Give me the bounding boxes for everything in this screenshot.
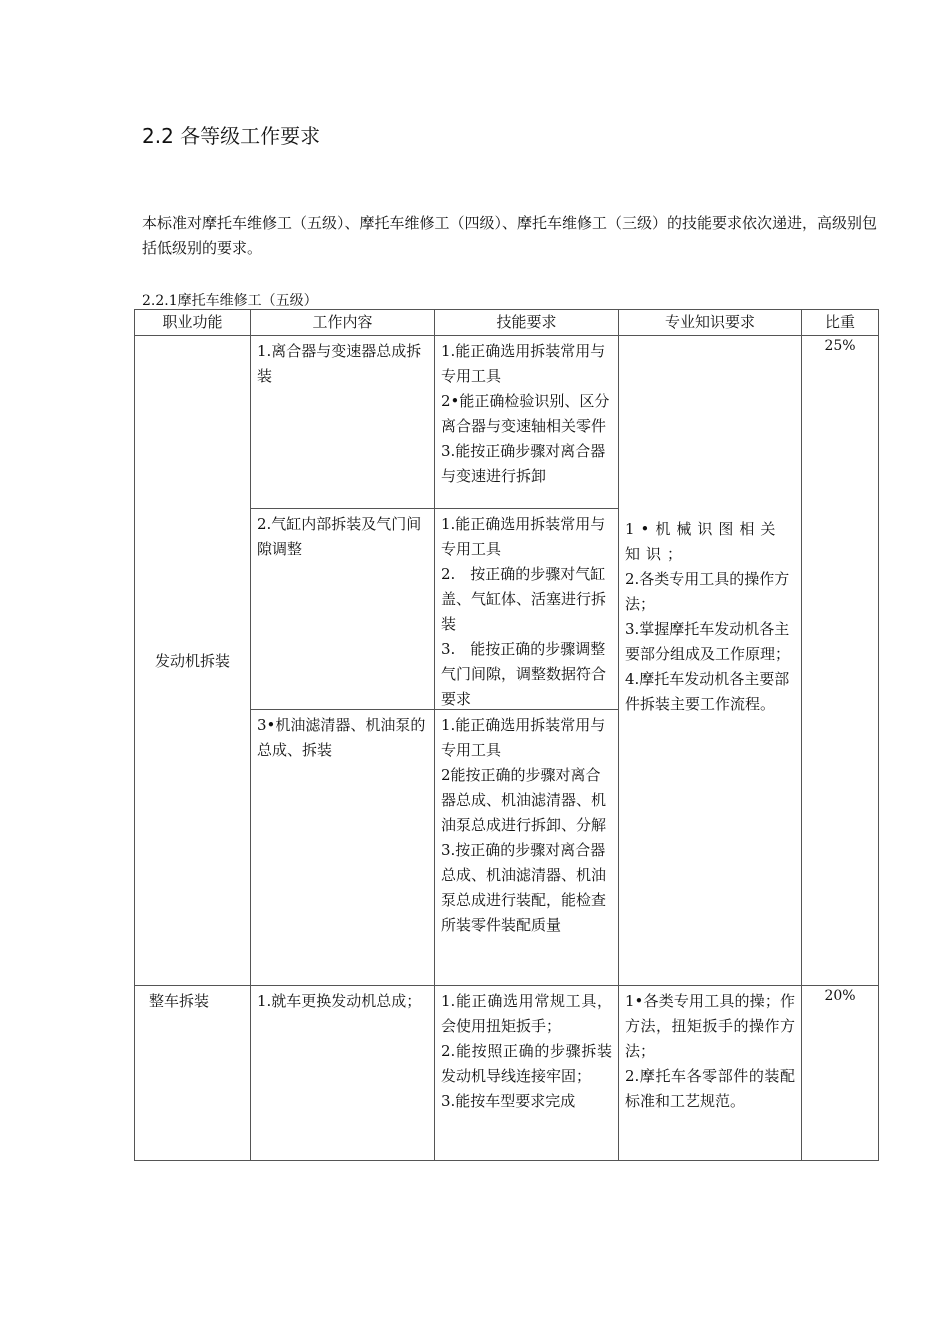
requirements-table [134,309,879,1161]
content-text: 1.就车更换发动机总成； [257,992,422,1010]
section-heading: 2.2 各等级工作要求 [142,124,321,148]
header-function: 职业功能 [135,310,251,336]
skill-line: 1.能正确选用拆装常用与专用工具 [441,342,606,385]
intro-paragraph: 本标准对摩托车维修工（五级）、摩托车维修工（四级）、摩托车维修工（三级）的技能要求依次递进，高级别包括低级别的要求。 [142,214,878,257]
content-text: 3•机油滤清器、机油泵的总成、拆装 [257,716,426,759]
content-text: 1.离合器与变速器总成拆装 [257,342,422,385]
header-content: 工作内容 [251,310,435,336]
knowledge-line: 4.摩托车发动机各主要部件拆装主要工作流程。 [625,669,790,713]
knowledge-cell [619,336,802,986]
function-cell [135,336,251,986]
skill-line: 2.能按照正确的步骤拆装发动机导线连接牢固； [441,1042,612,1085]
table-row [135,336,879,509]
skill-line: 2能按正确的步骤对离合器总成、机油滤清器、机油泵总成进行拆卸、分解 [441,766,607,834]
table-header-row [135,310,879,336]
header-knowledge: 专业知识要求 [619,310,802,336]
ratio-cell [802,986,879,1161]
skill-line: 3.能按车型要求完成 [441,1092,576,1110]
function-label: 整车拆装 [149,992,210,1010]
skill-line: 3.能按正确步骤对离合器与变速进行拆卸 [441,442,606,485]
skills-cell [435,509,619,710]
subsection-heading: 2.2.1摩托车维修工（五级） [142,293,318,309]
knowledge-cell [619,986,802,1161]
ratio-cell [802,336,879,986]
skills-cell [435,710,619,986]
function-cell [135,986,251,1161]
skills-cell [435,336,619,509]
content-cell [251,710,435,986]
skill-line: 3. 能按正确的步骤调整气门间隙，调整数据符合要求 [441,640,607,708]
ratio-value: 25% [824,338,856,354]
skill-line: 2. 按正确的步骤对气缸盖、气缸体、活塞进行拆装 [441,565,607,633]
knowledge-line: 1•机械识图相关知识； [625,519,782,563]
content-cell [251,986,435,1161]
knowledge-line: 2.各类专用工具的操作方法； [625,569,790,613]
knowledge-line: 1•各类专用工具的操；作方法，扭矩扳手的操作方法； [625,992,795,1060]
knowledge-line: 2.摩托车各零部件的装配标准和工艺规范。 [625,1067,795,1110]
content-cell [251,509,435,710]
function-label: 发动机拆装 [154,652,230,670]
knowledge-line: 3.掌握摩托车发动机各主要部分组成及工作原理； [625,619,791,663]
skill-line: 1.能正确选用拆装常用与专用工具 [441,716,606,759]
skill-line: 1.能正确选用拆装常用与专用工具 [441,515,606,558]
ratio-value: 20% [824,988,856,1004]
content-cell [251,336,435,509]
header-ratio: 比重 [802,310,879,336]
skill-line: 3.按正确的步骤对离合器总成、机油滤清器、机油泵总成进行装配，能检查所装零件装配质量 [441,841,607,934]
content-text: 2.气缸内部拆装及气门间隙调整 [257,515,422,558]
skill-line: 1.能正确选用常规工具，会使用扭矩扳手； [441,992,612,1035]
header-skills: 技能要求 [435,310,619,336]
table-row [135,986,879,1161]
skills-cell [435,986,619,1161]
skill-line: 2•能正确检验识别、区分离合器与变速轴相关零件 [441,392,610,435]
